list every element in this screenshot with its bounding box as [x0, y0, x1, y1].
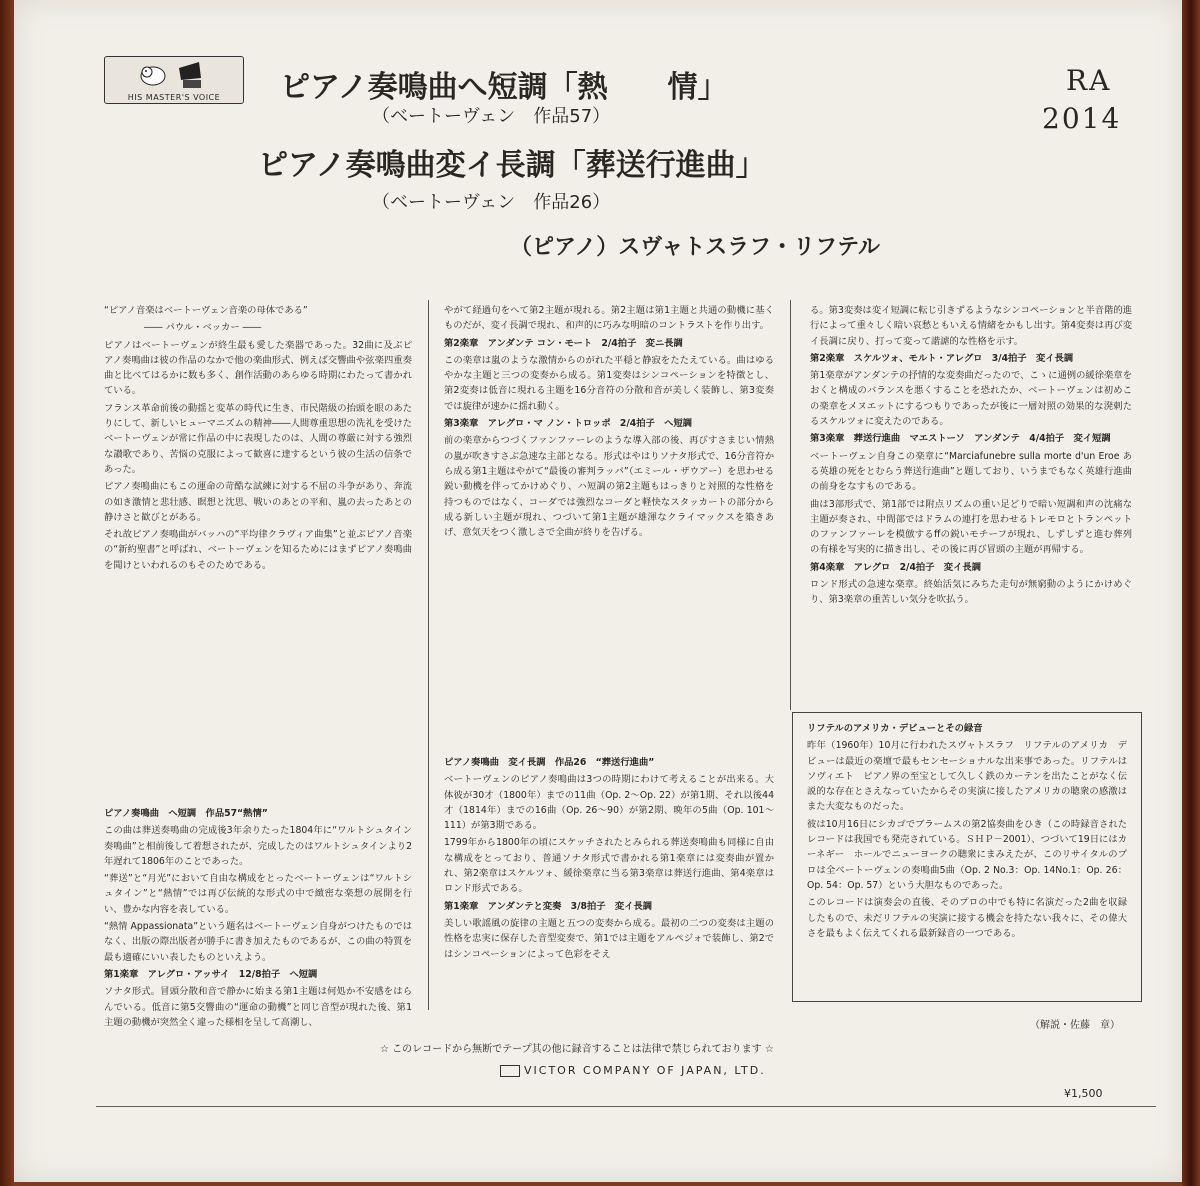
liner-notes-op57 [104, 806, 412, 1028]
paragraph: このレコードは演奏会の直後、そのプロの中でも特に名演だった2曲を収録したもので、未だリフテルの実演に接する機会を持たない我々に、その偉大さを最もよく伝えてくれる最新録音の一つである。 [807, 897, 1127, 939]
paragraph: ソナタ形式。冒頭分散和音で静かに始まる第1主題は何処か不安感をはらんでいる。低音に第5交響曲の“運命の動機”と同じ音型が現れた後、第1主題の動機が突然全く違った様相を呈して高潮し、 [104, 986, 412, 1028]
box-heading: リフテルのアメリカ・デビューとその録音 [807, 723, 983, 734]
movement-heading: 第2楽章 アンダンテ コン・モート 2/4拍子 変ニ長調 [444, 337, 683, 349]
section-heading: ピアノ奏鳴曲 へ短調 作品57“熱情” [104, 808, 268, 819]
paragraph: ロンド形式の急速な楽章。終始活気にみちた走句が無窮動のようにかけめぐり、第3楽章の重苦しい気分を吹払う。 [810, 579, 1132, 606]
his-masters-voice-logo [104, 56, 244, 104]
liner-notes-column-3 [810, 303, 1132, 677]
paragraph: “熱情 Appassionata”という題名はベートーヴェン自身がつけたものではなく、出版の際出版者が勝手に書き加えたものであるが、この曲の特質を最も適確にいい表したものといえよう。 [104, 921, 412, 963]
company-name-text: VICTOR COMPANY OF JAPAN, LTD. [524, 1064, 766, 1077]
paragraph: この曲は葬送奏鳴曲の完成後3年余りたった1804年に“ワルトシュタイン奏鳴曲”と相前後して着想されたが、完成したのはワルトシュタインより2年遅れて1806年のことであった。 [104, 825, 412, 867]
title-funeral-march: ピアノ奏鳴曲変イ長調「葬送行進曲」 [258, 148, 766, 183]
paragraph: 彼は10月16日にシカゴでブラームスの第2協奏曲をひき（この時録音されたレコードは我国でも発売されている。ＳＨＰ－2001）、つづいて19日にはカーネギー ホールでニューヨークの聴衆にまみえたが、このリサイタルのプロは全べートーヴェンの奏鳴曲5曲（Op. 2 No.3：Op. 14No.1：Op. 26：Op. 54：Op. 57）という大胆なものであった。 [807, 818, 1127, 891]
paragraph: “葬送”と“月光”において自由な構成をとったベートーヴェンは“ワルトシュタイン”と“熱情”では再び伝統的な形式の中で緻密な楽想の展開を行い、豊かな内容を表している。 [104, 873, 412, 915]
subtitle-op26: （ベートーヴェン 作品26） [372, 192, 611, 213]
column-divider-right [790, 300, 791, 710]
paragraph: 昨年（1960年）10月に行われたスヴャトスラフ リフテルのアメリカ デビューは最近の楽壇で最もセンセーショナルな出来事であった。リフテルはソヴィエト ピアノ界の至宝として久しく鉄のカーテンを出たことがなく伝説的な存在とさえなっていたからその実演に接したアメリカの聴衆の感激はまた大変なものだった。 [807, 740, 1127, 813]
richter-debut-box [792, 712, 1142, 1002]
movement-heading: 第1楽章 アンダンテと変奏 3/8拍子 変イ長調 [444, 900, 653, 912]
movement-heading: 第2楽章 スケルツォ、モルト・アレグロ 3/4拍子 変イ長調 [810, 352, 1074, 364]
paragraph: それ故ピアノ奏鳴曲がバッハの“平均律クラヴィア曲集”と並ぶピアノ音楽の“新約聖書”と呼ばれ、ベートーヴェンを知るためにはまずピアノ奏鳴曲を聞けといわれるのもそのためである。 [104, 529, 412, 571]
epigraph: “ピアノ音楽はベートーヴェン音楽の母体である” [104, 305, 308, 316]
record-sleeve-right-edge [1182, 0, 1200, 1186]
richter-debut-text [807, 721, 1127, 993]
liner-notes-column-1 [104, 303, 412, 790]
paragraph: 前の楽章からつづくファンファーレのような導入部の後、再びすさまじい情熱の嵐が吹きすさぶ急速な主部となる。形式はやはりソナタ形式で、16分音符から成る第1主題はやがて“最後の審判ラッパ”（エミール・ザウアー）を思わせる鋭い動機を伴ってかけめぐり、ハ短調の第2主題もはっきりと対照的な性格を持つものではなく、コーダでは強烈なコーダと軽快なスタッカートの部分から成る新しい主題が現れ、つづいて第1主題が雄渾なクライマックスを築きあげ、意気天をつく激しさで全曲が終りを告げる。 [444, 435, 774, 539]
paragraph: る。第3変奏は変イ短調に転じ引きずるようなシンコペーションと半音階的進行によって重々しく暗い哀愁ともいえる情緒をかもし出す。第4変奏は再び変イ長調に戻り、打って変って諧謔的な性格を示す。 [810, 305, 1132, 347]
logo-text: HIS MASTER'S VOICE [127, 93, 221, 102]
paragraph: ピアノ奏鳴曲にもこの運命の苛酷な試練に対する不屈の斗争があり、奔流の如き激情と悲壮感、瞑想と沈思、戦いのあとの平和、嵐の去ったあとの静けさと歓びとがある。 [104, 481, 412, 523]
catalog-digits: 2014 [1042, 102, 1122, 135]
paragraph: 1799年から1800年の頃にスケッチされたとみられる葬送奏鳴曲も同様に自由な構成をとっており、普通ソナタ形式で書かれる第1楽章には変奏曲が置かれ、第2楽章はスケルツォ、緩徐楽章に当る第3楽章は葬送行進曲、第4楽章はロンド形式である。 [444, 837, 774, 895]
catalog-prefix: RA [1066, 64, 1112, 97]
performer-name: （ピアノ）スヴャトスラフ・リフテル [510, 235, 881, 260]
paragraph: フランス革命前後の動揺と変革の時代に生き、市民階級の抬頭を眼のあたりにして、新しいヒューマニズムの精神――人間尊重思想の洗礼を受けたベートーヴェンが常に作品の中に表現したのは、人間の尊厳に対する強烈な讃歌であり、苦悩の克服によって歓喜に達するという彼の生活の信条であった。 [104, 402, 412, 475]
paragraph: やがて経過句をへて第2主題が現れる。第2主題は第1主題と共通の動機に基くものだが、変イ長調で現れ、和声的に巧みな明暗のコントラストを作り出す。 [444, 305, 774, 332]
company-logo-icon [500, 1065, 520, 1077]
price: ¥1,500 [1064, 1087, 1103, 1100]
copyright-notice: ☆ このレコードから無断でテープ其の他に録音することは法律で禁じられております ☆ [380, 1044, 774, 1055]
column-divider-left [428, 300, 429, 1010]
record-sleeve-left-edge [0, 0, 14, 1186]
title-appassionata: ピアノ奏鳴曲へ短調「熱 情」 [280, 70, 728, 105]
paragraph: 曲は3部形式で、第1部では附点リズムの重い足どりで暗い短調和声の沈痛な主題が奏され、中間部ではドラムの連打を思わせるトレモロとトランペットのファンファーレを模倣するffの鋭いモチーフが現れ、しずしずと進む葬列の有様を写実的に描き出し、その後に再び冒頭の主題が再帰する。 [810, 498, 1132, 556]
paragraph: ベートーヴェンのピアノ奏鳴曲は3つの時期にわけて考えることが出来る。大体彼が30才（1800年）までの11曲（Op. 2～Op. 22）が第1期、それ以後44才（1814年）までの16曲（Op. 26～90）が第2期、晩年の5曲（Op. 101～111）が第3期である。 [444, 774, 774, 832]
paragraph: 美しい歌謡風の旋律の主題と五つの変奏から成る。最初の二つの変奏は主題の性格を忠実に保存した音型変奏で、第1では主題をアルペジォで装飾し、第2ではシンコペーションによって色彩をそえ [444, 917, 774, 960]
epigraph-author: ―― パウル・ベッカー ―― [144, 322, 262, 334]
catalog-number [1042, 62, 1121, 138]
subtitle-op57: （ベートーヴェン 作品57） [372, 106, 611, 127]
liner-notes-op26 [444, 755, 774, 990]
section-heading: ピアノ奏鳴曲 変イ長調 作品26 “葬送行進曲” [444, 757, 655, 768]
movement-heading: 第3楽章 アレグロ・マ ノン・トロッポ 2/4拍子 へ短調 [444, 418, 693, 430]
footer-divider [96, 1106, 1156, 1107]
movement-heading: 第1楽章 アレグロ・アッサイ 12/8拍子 へ短調 [104, 968, 318, 980]
dog-and-gramophone-icon [109, 60, 237, 90]
movement-heading: 第3楽章 葬送行進曲 マエストーソ アンダンテ 4/4拍子 変イ短調 [810, 433, 1111, 445]
liner-notes-column-2 [444, 303, 774, 743]
paragraph: この楽章は嵐のような激情からのがれた平穏と静寂をたたえている。曲はゆるやかな主題と三つの変奏から成る。第1変奏はシンコペーションを特徴とし、第2変奏は低音に現れる主題を16分音符の分散和音が美しく装飾し、第3変奏では旋律が速かに揺れ動く。 [444, 354, 774, 412]
company-name [500, 1064, 766, 1077]
paragraph: ベートーヴェン自身この楽章に“Marciafunebre sulla morte d'un Eroe ある英雄の死をとむらう葬送行進曲”と題しており、いうまでもなく英雄行進曲の前身をなすものである。 [810, 450, 1132, 493]
paragraph: ピアノはベートーヴェンが終生最も愛した楽器であった。32曲に及ぶピアノ奏鳴曲は彼の作品のなかで他の楽曲形式、例えば交響曲や弦楽四重奏曲と比べてはるかに数も多く、創作活動のあらゆる時期にわたって書かれている。 [104, 339, 412, 397]
paragraph: 第1楽章がアンダンテの抒情的な変奏曲だったので、こゝに通例の緩徐楽章をおくと構成のバランスを悪くすることを恐れたか、ベートーヴェンは初めこの楽章をメヌエットにするつもりであったが後に一層対照の効果的な溌剌たるスケルツォに変えたのである。 [810, 370, 1132, 428]
movement-heading: 第4楽章 アレグロ 2/4拍子 変イ長調 [810, 561, 981, 573]
author-credit: （解説・佐藤 章） [1030, 1020, 1120, 1031]
